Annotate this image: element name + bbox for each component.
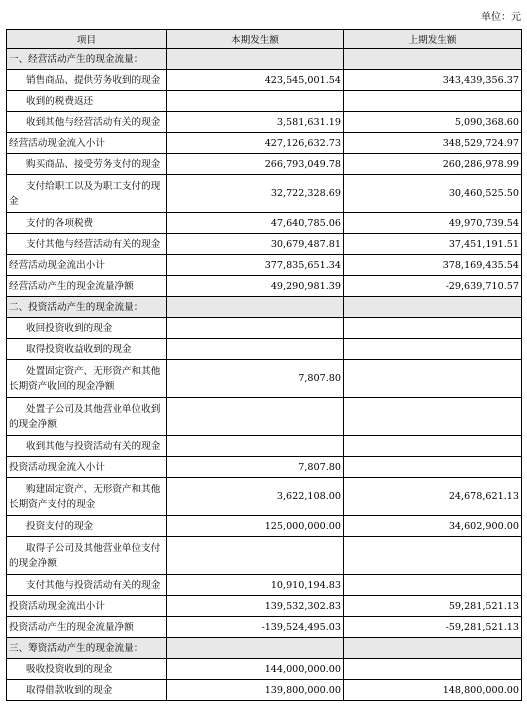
previous-period-value — [344, 659, 522, 680]
row-label: 经营活动现金流出小计 — [7, 255, 167, 276]
row-label: 吸收投资收到的现金 — [7, 659, 167, 680]
header-previous-period: 上期发生额 — [344, 30, 522, 49]
previous-period-value — [344, 360, 522, 398]
unit-label: 单位：元 — [481, 12, 521, 23]
row-label: 投资支付的现金 — [7, 516, 167, 537]
current-period-value: 139,532,302.83 — [167, 596, 344, 617]
current-period-value: 7,807.80 — [167, 457, 344, 478]
row-label: 经营活动产生的现金流量净额 — [7, 276, 167, 297]
table-row — [7, 575, 522, 596]
current-period-value: 10,910,194.83 — [167, 575, 344, 596]
current-period-value — [167, 49, 344, 70]
row-label: 投资活动现金流入小计 — [7, 457, 167, 478]
section-label: 二、投资活动产生的现金流量： — [7, 297, 167, 318]
current-period-value: 3,581,631.19 — [167, 112, 344, 133]
previous-period-value: 378,169,435.54 — [344, 255, 522, 276]
previous-period-value — [344, 297, 522, 318]
table-row — [7, 234, 522, 255]
previous-period-value — [344, 537, 522, 575]
row-label: 取得借款收到的现金 — [7, 680, 167, 701]
table-row — [7, 457, 522, 478]
row-label: 收到其他与投资活动有关的现金 — [7, 436, 167, 457]
current-period-value: 266,793,049.78 — [167, 154, 344, 175]
table-row — [7, 70, 522, 91]
previous-period-value — [344, 457, 522, 478]
current-period-value — [167, 436, 344, 457]
section-row — [7, 49, 522, 70]
table-row — [7, 516, 522, 537]
row-label: 投资活动现金流出小计 — [7, 596, 167, 617]
table-row — [7, 133, 522, 154]
table-row — [7, 478, 522, 516]
row-label: 收到其他与经营活动有关的现金 — [7, 112, 167, 133]
current-period-value: 423,545,001.54 — [167, 70, 344, 91]
row-label: 支付给职工以及为职工支付的现金 — [7, 175, 167, 213]
previous-period-value — [344, 91, 522, 112]
current-period-value: 139,800,000.00 — [167, 680, 344, 701]
table-row — [7, 339, 522, 360]
current-period-value: 49,290,981.39 — [167, 276, 344, 297]
previous-period-value: 59,281,521.13 — [344, 596, 522, 617]
current-period-value: 377,835,651.34 — [167, 255, 344, 276]
table-row — [7, 255, 522, 276]
table-row — [7, 175, 522, 213]
previous-period-value: 5,090,368.60 — [344, 112, 522, 133]
previous-period-value: 148,800,000.00 — [344, 680, 522, 701]
table-header-row — [7, 30, 522, 49]
table-row — [7, 659, 522, 680]
previous-period-value: 49,970,739.54 — [344, 213, 522, 234]
table-row — [7, 436, 522, 457]
previous-period-value — [344, 49, 522, 70]
previous-period-value — [344, 638, 522, 659]
row-label: 经营活动现金流入小计 — [7, 133, 167, 154]
current-period-value — [167, 398, 344, 436]
cash-flow-table — [6, 29, 522, 701]
table-row — [7, 318, 522, 339]
table-row — [7, 91, 522, 112]
previous-period-value: 24,678,621.13 — [344, 478, 522, 516]
row-label: 投资活动产生的现金流量净额 — [7, 617, 167, 638]
current-period-value: -139,524,495.03 — [167, 617, 344, 638]
current-period-value: 144,000,000.00 — [167, 659, 344, 680]
previous-period-value: 260,286,978.99 — [344, 154, 522, 175]
header-current-period: 本期发生额 — [167, 30, 344, 49]
section-label: 一、经营活动产生的现金流量： — [7, 49, 167, 70]
current-period-value: 30,679,487.81 — [167, 234, 344, 255]
table-row — [7, 617, 522, 638]
previous-period-value — [344, 318, 522, 339]
row-label: 购买商品、接受劳务支付的现金 — [7, 154, 167, 175]
row-label: 销售商品、提供劳务收到的现金 — [7, 70, 167, 91]
header-item: 项目 — [7, 30, 167, 49]
section-row — [7, 638, 522, 659]
current-period-value: 427,126,632.73 — [167, 133, 344, 154]
row-label: 取得投资收益收到的现金 — [7, 339, 167, 360]
table-row — [7, 154, 522, 175]
current-period-value: 125,000,000.00 — [167, 516, 344, 537]
table-row — [7, 360, 522, 398]
current-period-value: 3,622,108.00 — [167, 478, 344, 516]
row-label: 支付的各项税费 — [7, 213, 167, 234]
current-period-value: 32,722,328.69 — [167, 175, 344, 213]
previous-period-value: -59,281,521.13 — [344, 617, 522, 638]
current-period-value — [167, 339, 344, 360]
row-label: 支付其他与投资活动有关的现金 — [7, 575, 167, 596]
previous-period-value: 348,529,724.97 — [344, 133, 522, 154]
row-label: 收到的税费返还 — [7, 91, 167, 112]
previous-period-value: 34,602,900.00 — [344, 516, 522, 537]
table-row — [7, 398, 522, 436]
current-period-value — [167, 297, 344, 318]
row-label: 处置固定资产、无形资产和其他长期资产收回的现金净额 — [7, 360, 167, 398]
current-period-value — [167, 318, 344, 339]
table-row — [7, 276, 522, 297]
previous-period-value: 37,451,191.51 — [344, 234, 522, 255]
current-period-value: 7,807.80 — [167, 360, 344, 398]
row-label: 购建固定资产、无形资产和其他长期资产支付的现金 — [7, 478, 167, 516]
table-body — [7, 49, 522, 701]
section-row — [7, 297, 522, 318]
previous-period-value: -29,639,710.57 — [344, 276, 522, 297]
previous-period-value — [344, 436, 522, 457]
previous-period-value — [344, 339, 522, 360]
current-period-value — [167, 537, 344, 575]
section-label: 三、筹资活动产生的现金流量： — [7, 638, 167, 659]
row-label: 取得子公司及其他营业单位支付的现金净额 — [7, 537, 167, 575]
row-label: 收回投资收到的现金 — [7, 318, 167, 339]
row-label: 支付其他与经营活动有关的现金 — [7, 234, 167, 255]
previous-period-value — [344, 575, 522, 596]
table-row — [7, 596, 522, 617]
table-row — [7, 680, 522, 701]
previous-period-value: 343,439,356.37 — [344, 70, 522, 91]
previous-period-value — [344, 398, 522, 436]
table-row — [7, 213, 522, 234]
current-period-value — [167, 638, 344, 659]
row-label: 处置子公司及其他营业单位收到的现金净额 — [7, 398, 167, 436]
table-row — [7, 537, 522, 575]
previous-period-value: 30,460,525.50 — [344, 175, 522, 213]
table-row — [7, 112, 522, 133]
current-period-value: 47,640,785.06 — [167, 213, 344, 234]
current-period-value — [167, 91, 344, 112]
